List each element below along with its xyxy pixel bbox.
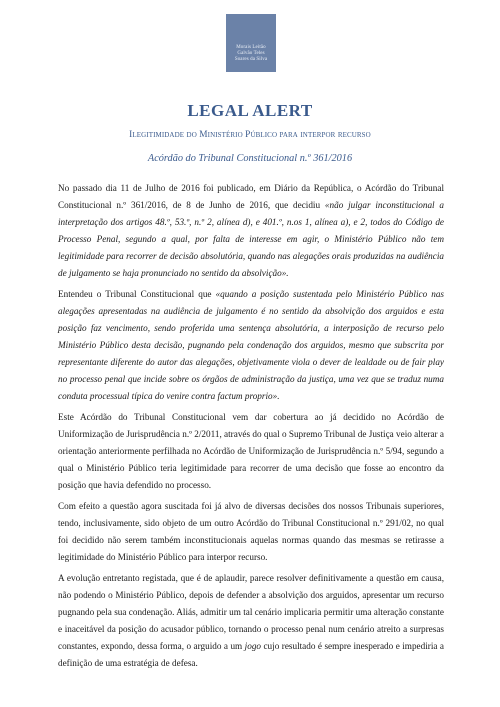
document-title: LEGAL ALERT [187, 101, 313, 120]
paragraph-1 [58, 180, 444, 282]
paragraph-5 [58, 570, 444, 672]
paragraph-5-text-a: A evolução entretanto registada, que é de aplaudir, parece resolver definitivamente a questão em causa, não podendo o Ministério Público, depois de defender a absolvição dos arguidos, apresentar um recurso pugnando pela sua condenação. Aliás, admitir um tal cenário implicaria permitir uma alteração constante e inaceitável da posição do acusador público, tornando o processo penal num cenário atreito a surpresas constantes, expondo, dessa forma, o arguido a um [58, 573, 444, 651]
ruling-reference: Acórdão do Tribunal Constitucional n.º 361/2016 [147, 153, 353, 164]
paragraph-1-text: No passado dia 11 de Julho de 2016 foi publicado, em Diário da República, o Acórdão do Tribunal Constitucional n.º 361/2016, de 8 de Junho de 2016, que decidiu [58, 183, 444, 210]
firm-logo [226, 14, 276, 72]
paragraph-3: Este Acórdão do Tribunal Constitucional vem dar cobertura ao já decidido no Acórdão de Uniformização de Jurisprudência n.º 2/2011, através do qual o Supremo Tribunal de Justiça veio alterar a orientação anteriormente perfilhada no Acórdão de Uniformização de Jurisprudência n.º 5/94, segundo a qual o Ministério Público teria legitimidade para recorrer de uma decisão que fosse ao encontro da posição que havia defendido no processo. [58, 412, 444, 490]
paragraph-2-text: Entendeu o Tribunal Constitucional que [58, 289, 216, 299]
document-body [58, 180, 444, 676]
paragraph-2-quote: «quando a posição sustentada pelo Ministério Público nas alegações apresentadas na audiência de julgamento é no sentido da absolvição dos arguidos e esta posição faz vencimento, sendo proferida uma sentença absolutória, a interposição de recurso pelo Ministério Público desta decisão, pugnando pela condenação dos arguidos, mesmo que subscrita por representante diferente do autor das alegações, objetivamente viola o dever de lealdade ou de fair play no processo penal que incide sobre os órgãos de administração da justiça, uma vez que se traduz numa conduta processual típica do venire contra factum proprio». [58, 289, 444, 401]
document-subtitle: Ilegitimidade do Ministério Público para interpor recurso [129, 130, 371, 140]
logo-line-1: Morais Leitão [236, 45, 266, 50]
paragraph-5-text-b: cujo resultado é sempre inesperado e impediria a definição de uma estratégia de defesa. [58, 641, 444, 668]
paragraph-2 [58, 286, 444, 405]
logo-line-2: Galvão Teles [237, 51, 265, 56]
paragraph-4: Com efeito a questão agora suscitada foi já alvo de diversas decisões dos nossos Tribunais superiores, tendo, inclusivamente, sido objeto de um outro Acórdão do Tribunal Constitucional n.º 291/02, no qual foi decidido não serem também inconstitucionais aquelas normas quando das mesmas se retirasse a legitimidade do Ministério Público para interpor recurso. [58, 501, 444, 562]
paragraph-5-emphasis: jogo [244, 641, 262, 651]
logo-line-3: Soares da Silva [234, 57, 268, 62]
paragraph-1-quote: «não julgar inconstitucional a interpretação dos artigos 48.º, 53.º, n.º 2, alínea d), e 401.º, n.os 1, alínea a), e 2, todos do Código de Processo Penal, segundo a qual, por falta de interesse em agir, o Ministério Público não tem legitimidade para recorrer de decisão absolutória, quando nas alegações orais produzidas na audiência de julgamento se haja pronunciado no sentido da absolvição». [58, 200, 445, 278]
